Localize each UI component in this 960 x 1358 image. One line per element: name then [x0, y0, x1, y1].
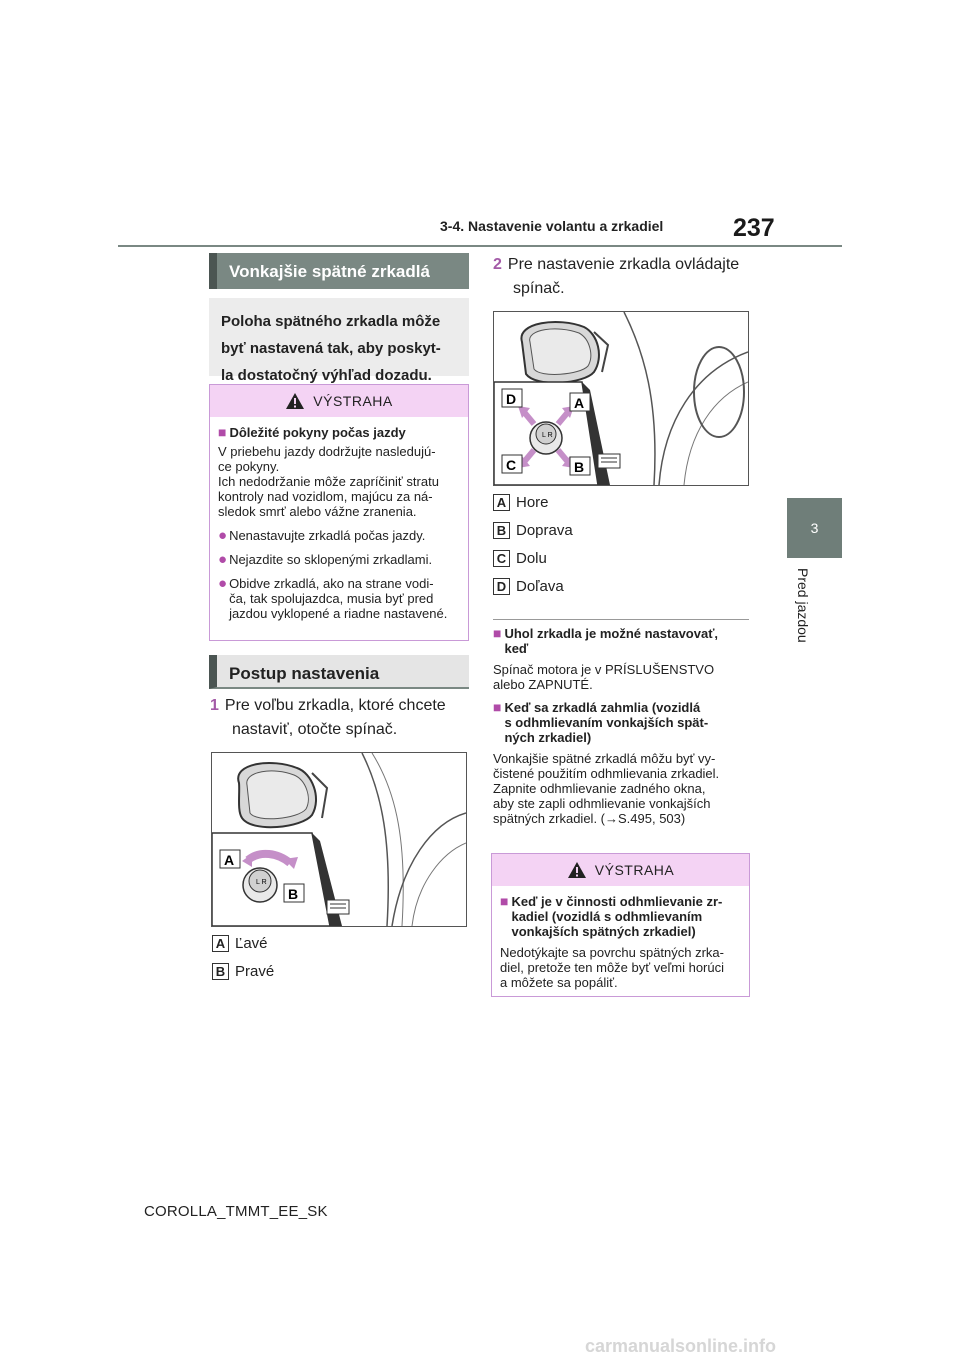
step-2: 2 Pre nastavenie zrkadla ovládajte spínač. — [493, 256, 740, 297]
page-number: 237 — [733, 214, 775, 242]
step-number: 1 — [210, 697, 219, 714]
legend-item: A Ľavé — [212, 935, 274, 952]
chapter-label: Pred jazdou — [795, 568, 811, 643]
note-heading: ■ Uhol zrkadla je možné nastavovať, keď — [493, 625, 719, 656]
legend-item: B Pravé — [212, 963, 274, 980]
chapter-number: 3 — [810, 520, 819, 536]
note-text: Spínač motora je v PRÍSLUŠENSTVO alebo ZAPNUTÉ. — [493, 662, 715, 692]
warning-text: Nedotýkajte sa povrchu spätných zrka- diel, pretože ten môže byť veľmi horúci a môžete sa popáliť. — [500, 945, 724, 990]
circle-bullet-icon: ● — [218, 575, 228, 592]
heading-exterior-mirrors: Vonkajšie spätné zrkadlá — [209, 253, 469, 289]
warning-triangle-icon — [567, 861, 587, 879]
legend-key: B — [493, 522, 510, 539]
step-1: 1 Pre voľbu zrkadla, ktoré chcete nastaviť, otočte spínač. — [210, 697, 446, 738]
warning-header — [492, 854, 749, 886]
note-adjust-conditions — [493, 626, 755, 692]
notes-divider — [493, 619, 749, 620]
intro-line: byť nastavená tak, aby poskyt- — [221, 340, 441, 357]
figure1-label-b: B — [288, 886, 299, 902]
intro-line: Poloha spätného zrkadla môže — [221, 313, 441, 330]
square-bullet-icon: ■ — [493, 699, 502, 715]
warning-bullet: ● Obidve zrkadlá, ako na strane vodi- ča, tak spolujazdca, musia byť pred jazdou vyklopené a riadne nastavené. — [218, 575, 448, 621]
note-text: Vonkajšie spätné zrkadlá môžu byť vy- čistené použitím odhmlievania zrkadiel. Zapnite odhmlievanie zadného okna, aby ste zapli odhmlievanie vonkajších spätných zrkadiel. (→S.495, 503) — [493, 751, 720, 826]
warning-title: VÝSTRAHA — [594, 862, 675, 878]
legend-item: B Doprava — [493, 522, 573, 539]
square-bullet-icon: ■ — [493, 625, 502, 641]
circle-bullet-icon: ● — [218, 527, 228, 544]
svg-text:L R: L R — [542, 432, 553, 439]
figure2-label-b: B — [574, 459, 585, 475]
square-bullet-icon: ■ — [218, 424, 227, 440]
note-mirror-defog — [493, 700, 755, 826]
legend-key: B — [212, 963, 229, 980]
legend-key: D — [493, 578, 510, 595]
legend-key: A — [212, 935, 229, 952]
mirror-select-illustration — [212, 753, 466, 926]
legend-right — [493, 494, 573, 595]
circle-bullet-icon: ● — [218, 551, 228, 568]
legend-item: D Doľava — [493, 578, 573, 595]
mirror-adjust-illustration — [494, 312, 748, 485]
warning-subtitle: ■ Dôležité pokyny počas jazdy — [218, 424, 406, 440]
legend-item: A Hore — [493, 494, 573, 511]
warning-box-defog — [491, 853, 750, 997]
warning-text: V priebehu jazdy dodržujte nasledujú- ce pokyny. Ich nedodržanie môže zapríčiniť stratu kontroly nad vozidlom, majúcu za ná- sledok smrť alebo vážne zranenia. — [218, 444, 439, 519]
chapter-tab — [787, 498, 842, 558]
heading-procedure: Postup nastavenia — [209, 655, 469, 689]
square-bullet-icon: ■ — [500, 893, 509, 909]
step-number: 2 — [493, 256, 502, 273]
legend-key: A — [493, 494, 510, 511]
legend-item: C Dolu — [493, 550, 573, 567]
intro-box — [209, 298, 469, 384]
warning-subtitle: ■ Keď je v činnosti odhmlievanie zr- kadiel (vozidlá s odhmlievaním vonkajších spätných zrkadiel) — [500, 893, 723, 939]
warning-bullet: ● Nejazdite so sklopenými zrkadlami. — [218, 551, 433, 568]
figure1-label-a: A — [224, 852, 235, 868]
figure-mirror-select-switch — [211, 752, 467, 927]
header-rule — [118, 245, 842, 247]
svg-text:L R: L R — [256, 879, 267, 886]
warning-title: VÝSTRAHA — [313, 393, 393, 409]
footer-model-code: COROLLA_TMMT_EE_SK — [144, 1203, 328, 1220]
legend-left — [212, 935, 274, 980]
watermark: carmanualsonline.info — [585, 1336, 777, 1356]
warning-triangle-icon — [285, 392, 305, 410]
warning-bullet: ● Nenastavujte zrkadlá počas jazdy. — [218, 527, 426, 544]
figure2-label-a: A — [574, 395, 585, 411]
warning-box — [209, 384, 469, 641]
legend-key: C — [493, 550, 510, 567]
intro-line: la dostatočný výhľad dozadu. — [221, 367, 432, 384]
figure2-label-c: C — [506, 457, 517, 473]
note-heading: ■ Keď sa zrkadlá zahmlia (vozidlá s odhmlievaním vonkajších spät- ných zrkadiel) — [493, 699, 709, 745]
figure-mirror-adjust-switch — [493, 311, 749, 486]
figure2-label-d: D — [506, 391, 517, 407]
section-title: 3-4. Nastavenie volantu a zrkadiel — [440, 218, 664, 234]
warning-header — [210, 385, 468, 417]
